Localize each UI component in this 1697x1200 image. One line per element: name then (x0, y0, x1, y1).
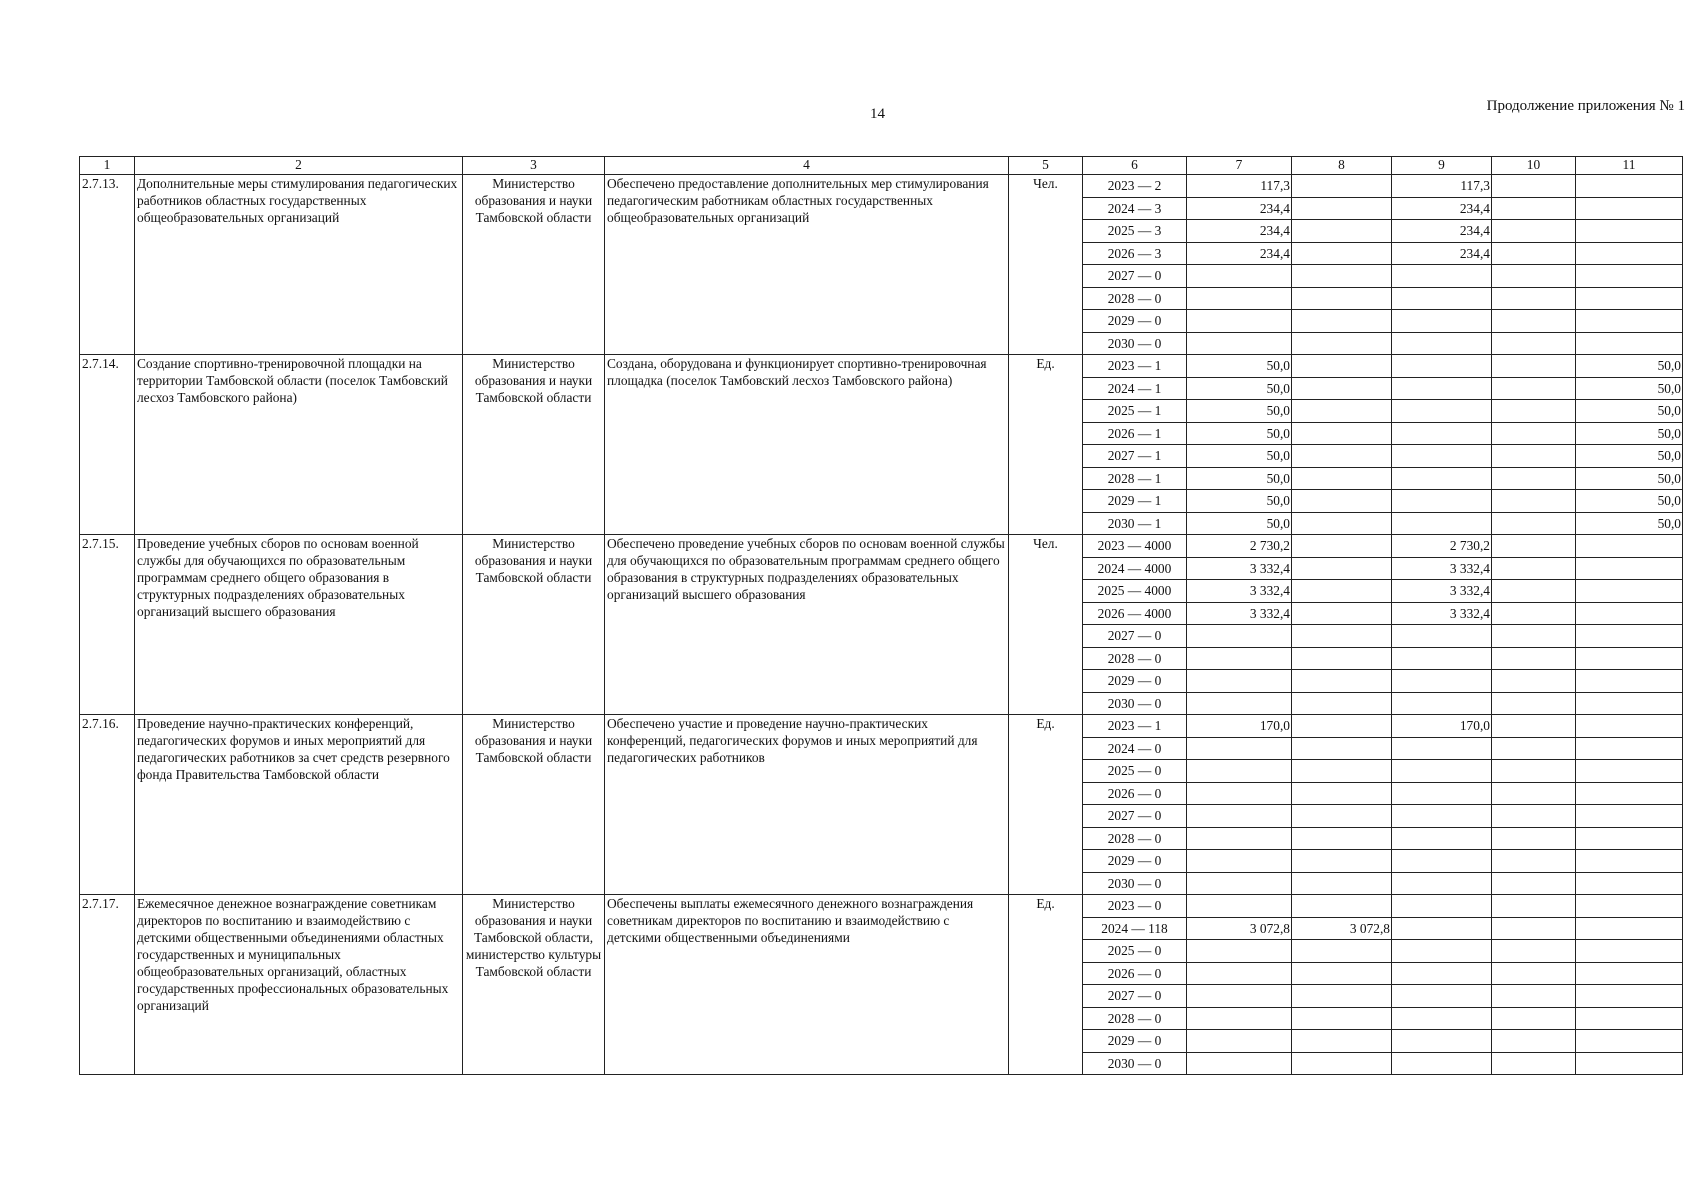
federal-funding-cell: 3 072,8 (1292, 917, 1392, 940)
extrabudget-funding-cell (1576, 197, 1683, 220)
local-funding-cell (1492, 872, 1576, 895)
extrabudget-funding-cell (1576, 760, 1683, 783)
regional-funding-cell (1392, 490, 1492, 513)
local-funding-cell (1492, 625, 1576, 648)
local-funding-cell (1492, 557, 1576, 580)
federal-funding-cell (1292, 692, 1392, 715)
measure-unit: Чел. (1009, 175, 1083, 355)
federal-funding-cell (1292, 647, 1392, 670)
year-target-cell: 2027 — 1 (1083, 445, 1187, 468)
total-funding-cell (1187, 670, 1292, 693)
federal-funding-cell (1292, 355, 1392, 378)
regional-funding-cell (1392, 850, 1492, 873)
measure-code: 2.7.16. (80, 715, 135, 895)
measure-row-first (80, 175, 1683, 198)
federal-funding-cell (1292, 602, 1392, 625)
federal-funding-cell (1292, 265, 1392, 288)
total-funding-cell: 234,4 (1187, 197, 1292, 220)
extrabudget-funding-cell (1576, 737, 1683, 760)
measure-row-first (80, 715, 1683, 738)
federal-funding-cell (1292, 490, 1392, 513)
regional-funding-cell (1392, 512, 1492, 535)
local-funding-cell (1492, 377, 1576, 400)
total-funding-cell (1187, 625, 1292, 648)
total-funding-cell (1187, 310, 1292, 333)
total-funding-cell (1187, 1030, 1292, 1053)
regional-funding-cell (1392, 782, 1492, 805)
year-target-cell: 2025 — 3 (1083, 220, 1187, 243)
total-funding-cell (1187, 692, 1292, 715)
regional-funding-cell (1392, 1007, 1492, 1030)
extrabudget-funding-cell (1576, 850, 1683, 873)
regional-funding-cell (1392, 332, 1492, 355)
total-funding-cell (1187, 1052, 1292, 1075)
year-target-cell: 2030 — 0 (1083, 692, 1187, 715)
regional-funding-cell (1392, 265, 1492, 288)
federal-funding-cell (1292, 557, 1392, 580)
column-number: 5 (1009, 157, 1083, 175)
year-target-cell: 2027 — 0 (1083, 265, 1187, 288)
federal-funding-cell (1292, 445, 1392, 468)
local-funding-cell (1492, 737, 1576, 760)
extrabudget-funding-cell (1576, 175, 1683, 198)
measure-executor: Министерство образования и науки Тамбовской области, министерство культуры Тамбовской области (463, 895, 605, 1075)
extrabudget-funding-cell (1576, 940, 1683, 963)
federal-funding-cell (1292, 985, 1392, 1008)
local-funding-cell (1492, 670, 1576, 693)
local-funding-cell (1492, 580, 1576, 603)
local-funding-cell (1492, 962, 1576, 985)
extrabudget-funding-cell (1576, 265, 1683, 288)
federal-funding-cell (1292, 400, 1392, 423)
measure-name: Создание спортивно-тренировочной площадки на территории Тамбовской области (поселок Тамбовский лесхоз Тамбовского района) (135, 355, 463, 535)
year-target-cell: 2025 — 4000 (1083, 580, 1187, 603)
local-funding-cell (1492, 265, 1576, 288)
federal-funding-cell (1292, 827, 1392, 850)
federal-funding-cell (1292, 175, 1392, 198)
year-target-cell: 2026 — 4000 (1083, 602, 1187, 625)
federal-funding-cell (1292, 467, 1392, 490)
measure-row-first (80, 355, 1683, 378)
year-target-cell: 2025 — 0 (1083, 760, 1187, 783)
measure-result: Создана, оборудована и функционирует спортивно-тренировочная площадка (поселок Тамбовский лесхоз Тамбовского района) (605, 355, 1009, 535)
local-funding-cell (1492, 287, 1576, 310)
local-funding-cell (1492, 242, 1576, 265)
measure-code: 2.7.14. (80, 355, 135, 535)
total-funding-cell (1187, 287, 1292, 310)
federal-funding-cell (1292, 1030, 1392, 1053)
extrabudget-funding-cell (1576, 782, 1683, 805)
year-target-cell: 2029 — 1 (1083, 490, 1187, 513)
regional-funding-cell: 2 730,2 (1392, 535, 1492, 558)
total-funding-cell: 50,0 (1187, 355, 1292, 378)
year-target-cell: 2027 — 0 (1083, 625, 1187, 648)
local-funding-cell (1492, 467, 1576, 490)
column-number: 2 (135, 157, 463, 175)
federal-funding-cell (1292, 197, 1392, 220)
total-funding-cell: 50,0 (1187, 422, 1292, 445)
federal-funding-cell (1292, 535, 1392, 558)
total-funding-cell (1187, 827, 1292, 850)
local-funding-cell (1492, 940, 1576, 963)
measure-row-first (80, 535, 1683, 558)
local-funding-cell (1492, 535, 1576, 558)
local-funding-cell (1492, 917, 1576, 940)
local-funding-cell (1492, 332, 1576, 355)
column-number: 9 (1392, 157, 1492, 175)
federal-funding-cell (1292, 895, 1392, 918)
federal-funding-cell (1292, 760, 1392, 783)
continuation-note: Продолжение приложения № 1 (1486, 98, 1685, 114)
regional-funding-cell: 117,3 (1392, 175, 1492, 198)
total-funding-cell (1187, 985, 1292, 1008)
total-funding-cell: 50,0 (1187, 467, 1292, 490)
extrabudget-funding-cell (1576, 715, 1683, 738)
extrabudget-funding-cell: 50,0 (1576, 445, 1683, 468)
column-number: 4 (605, 157, 1009, 175)
measure-result: Обеспечено предоставление дополнительных мер стимулирования педагогическим работникам областных государственных общеобразовательных организаций (605, 175, 1009, 355)
federal-funding-cell (1292, 377, 1392, 400)
local-funding-cell (1492, 490, 1576, 513)
measures-table (79, 156, 1683, 1075)
measure-executor: Министерство образования и науки Тамбовской области (463, 175, 605, 355)
regional-funding-cell (1392, 1052, 1492, 1075)
extrabudget-funding-cell: 50,0 (1576, 422, 1683, 445)
federal-funding-cell (1292, 512, 1392, 535)
total-funding-cell: 50,0 (1187, 490, 1292, 513)
federal-funding-cell (1292, 580, 1392, 603)
regional-funding-cell: 234,4 (1392, 197, 1492, 220)
year-target-cell: 2024 — 3 (1083, 197, 1187, 220)
year-target-cell: 2026 — 1 (1083, 422, 1187, 445)
local-funding-cell (1492, 760, 1576, 783)
regional-funding-cell (1392, 422, 1492, 445)
extrabudget-funding-cell (1576, 580, 1683, 603)
total-funding-cell: 170,0 (1187, 715, 1292, 738)
local-funding-cell (1492, 602, 1576, 625)
measure-result: Обеспечено проведение учебных сборов по основам военной службы для обучающихся по образовательным программам среднего общего образования в структурных подразделениях образовательных организаций высшего образования (605, 535, 1009, 715)
regional-funding-cell (1392, 692, 1492, 715)
measure-code: 2.7.15. (80, 535, 135, 715)
regional-funding-cell (1392, 445, 1492, 468)
extrabudget-funding-cell: 50,0 (1576, 512, 1683, 535)
regional-funding-cell (1392, 355, 1492, 378)
regional-funding-cell (1392, 985, 1492, 1008)
federal-funding-cell (1292, 220, 1392, 243)
extrabudget-funding-cell (1576, 827, 1683, 850)
total-funding-cell: 3 332,4 (1187, 580, 1292, 603)
measure-code: 2.7.17. (80, 895, 135, 1075)
extrabudget-funding-cell (1576, 917, 1683, 940)
table-body (80, 175, 1683, 1075)
federal-funding-cell (1292, 1007, 1392, 1030)
local-funding-cell (1492, 1030, 1576, 1053)
local-funding-cell (1492, 1007, 1576, 1030)
extrabudget-funding-cell (1576, 535, 1683, 558)
local-funding-cell (1492, 512, 1576, 535)
federal-funding-cell (1292, 670, 1392, 693)
measure-result: Обеспечены выплаты ежемесячного денежного вознаграждения советникам директоров по воспитанию и взаимодействию с детскими общественными объединениями (605, 895, 1009, 1075)
total-funding-cell (1187, 737, 1292, 760)
extrabudget-funding-cell (1576, 1052, 1683, 1075)
column-number: 6 (1083, 157, 1187, 175)
extrabudget-funding-cell (1576, 220, 1683, 243)
local-funding-cell (1492, 422, 1576, 445)
regional-funding-cell (1392, 827, 1492, 850)
extrabudget-funding-cell (1576, 310, 1683, 333)
regional-funding-cell: 3 332,4 (1392, 580, 1492, 603)
local-funding-cell (1492, 850, 1576, 873)
federal-funding-cell (1292, 737, 1392, 760)
year-target-cell: 2023 — 1 (1083, 355, 1187, 378)
federal-funding-cell (1292, 715, 1392, 738)
regional-funding-cell (1392, 287, 1492, 310)
extrabudget-funding-cell (1576, 647, 1683, 670)
total-funding-cell: 234,4 (1187, 242, 1292, 265)
year-target-cell: 2030 — 0 (1083, 872, 1187, 895)
total-funding-cell: 3 332,4 (1187, 602, 1292, 625)
year-target-cell: 2024 — 0 (1083, 737, 1187, 760)
federal-funding-cell (1292, 287, 1392, 310)
measure-executor: Министерство образования и науки Тамбовской области (463, 535, 605, 715)
measure-row-first (80, 895, 1683, 918)
regional-funding-cell (1392, 670, 1492, 693)
year-target-cell: 2026 — 3 (1083, 242, 1187, 265)
year-target-cell: 2027 — 0 (1083, 985, 1187, 1008)
regional-funding-cell: 234,4 (1392, 220, 1492, 243)
year-target-cell: 2028 — 1 (1083, 467, 1187, 490)
local-funding-cell (1492, 715, 1576, 738)
total-funding-cell: 50,0 (1187, 400, 1292, 423)
year-target-cell: 2029 — 0 (1083, 1030, 1187, 1053)
regional-funding-cell (1392, 737, 1492, 760)
regional-funding-cell: 234,4 (1392, 242, 1492, 265)
year-target-cell: 2029 — 0 (1083, 850, 1187, 873)
year-target-cell: 2024 — 118 (1083, 917, 1187, 940)
total-funding-cell: 50,0 (1187, 377, 1292, 400)
total-funding-cell (1187, 760, 1292, 783)
year-target-cell: 2030 — 0 (1083, 332, 1187, 355)
extrabudget-funding-cell (1576, 602, 1683, 625)
year-target-cell: 2026 — 0 (1083, 782, 1187, 805)
year-target-cell: 2025 — 0 (1083, 940, 1187, 963)
extrabudget-funding-cell (1576, 692, 1683, 715)
federal-funding-cell (1292, 242, 1392, 265)
extrabudget-funding-cell (1576, 872, 1683, 895)
total-funding-cell (1187, 872, 1292, 895)
regional-funding-cell: 3 332,4 (1392, 557, 1492, 580)
year-target-cell: 2023 — 2 (1083, 175, 1187, 198)
measure-name: Дополнительные меры стимулирования педагогических работников областных государственных общеобразовательных организаций (135, 175, 463, 355)
measure-code: 2.7.13. (80, 175, 135, 355)
measure-name: Проведение учебных сборов по основам военной службы для обучающихся по образовательным программам среднего общего образования в структурных подразделениях образовательных организаций высшего образования (135, 535, 463, 715)
extrabudget-funding-cell (1576, 670, 1683, 693)
measure-unit: Ед. (1009, 895, 1083, 1075)
local-funding-cell (1492, 895, 1576, 918)
extrabudget-funding-cell (1576, 557, 1683, 580)
column-number: 11 (1576, 157, 1683, 175)
year-target-cell: 2023 — 4000 (1083, 535, 1187, 558)
regional-funding-cell (1392, 647, 1492, 670)
year-target-cell: 2024 — 1 (1083, 377, 1187, 400)
measure-unit: Ед. (1009, 715, 1083, 895)
measure-result: Обеспечено участие и проведение научно-практических конференций, педагогических форумов и иных мероприятий для педагогических работников (605, 715, 1009, 895)
total-funding-cell (1187, 647, 1292, 670)
local-funding-cell (1492, 445, 1576, 468)
extrabudget-funding-cell (1576, 805, 1683, 828)
federal-funding-cell (1292, 422, 1392, 445)
federal-funding-cell (1292, 1052, 1392, 1075)
measure-name: Ежемесячное денежное вознаграждение советникам директоров по воспитанию и взаимодействию с детскими общественными объединениями областных государственных и муниципальных общеобразовательных организаций, областных государственных профессиональных образовательных организаций (135, 895, 463, 1075)
regional-funding-cell (1392, 467, 1492, 490)
extrabudget-funding-cell (1576, 1007, 1683, 1030)
local-funding-cell (1492, 220, 1576, 243)
column-number: 10 (1492, 157, 1576, 175)
column-number: 8 (1292, 157, 1392, 175)
year-target-cell: 2026 — 0 (1083, 962, 1187, 985)
federal-funding-cell (1292, 962, 1392, 985)
federal-funding-cell (1292, 782, 1392, 805)
extrabudget-funding-cell (1576, 985, 1683, 1008)
local-funding-cell (1492, 805, 1576, 828)
extrabudget-funding-cell (1576, 962, 1683, 985)
year-target-cell: 2023 — 0 (1083, 895, 1187, 918)
local-funding-cell (1492, 647, 1576, 670)
extrabudget-funding-cell (1576, 1030, 1683, 1053)
local-funding-cell (1492, 175, 1576, 198)
regional-funding-cell (1392, 625, 1492, 648)
page-number: 14 (870, 106, 885, 122)
measure-executor: Министерство образования и науки Тамбовской области (463, 715, 605, 895)
measure-unit: Ед. (1009, 355, 1083, 535)
year-target-cell: 2024 — 4000 (1083, 557, 1187, 580)
regional-funding-cell (1392, 940, 1492, 963)
year-target-cell: 2028 — 0 (1083, 647, 1187, 670)
year-target-cell: 2028 — 0 (1083, 287, 1187, 310)
total-funding-cell (1187, 895, 1292, 918)
local-funding-cell (1492, 692, 1576, 715)
local-funding-cell (1492, 197, 1576, 220)
regional-funding-cell (1392, 1030, 1492, 1053)
total-funding-cell: 50,0 (1187, 445, 1292, 468)
document-sheet (79, 156, 1682, 1075)
regional-funding-cell (1392, 872, 1492, 895)
regional-funding-cell (1392, 805, 1492, 828)
total-funding-cell (1187, 782, 1292, 805)
year-target-cell: 2028 — 0 (1083, 827, 1187, 850)
federal-funding-cell (1292, 625, 1392, 648)
column-number: 3 (463, 157, 605, 175)
extrabudget-funding-cell (1576, 287, 1683, 310)
regional-funding-cell (1392, 400, 1492, 423)
extrabudget-funding-cell (1576, 332, 1683, 355)
total-funding-cell: 50,0 (1187, 512, 1292, 535)
federal-funding-cell (1292, 850, 1392, 873)
extrabudget-funding-cell: 50,0 (1576, 355, 1683, 378)
year-target-cell: 2027 — 0 (1083, 805, 1187, 828)
year-target-cell: 2030 — 1 (1083, 512, 1187, 535)
federal-funding-cell (1292, 872, 1392, 895)
local-funding-cell (1492, 355, 1576, 378)
regional-funding-cell (1392, 760, 1492, 783)
local-funding-cell (1492, 782, 1576, 805)
local-funding-cell (1492, 827, 1576, 850)
federal-funding-cell (1292, 940, 1392, 963)
year-target-cell: 2029 — 0 (1083, 670, 1187, 693)
column-number-row (80, 157, 1683, 175)
extrabudget-funding-cell (1576, 625, 1683, 648)
extrabudget-funding-cell: 50,0 (1576, 400, 1683, 423)
measure-name: Проведение научно-практических конференций, педагогических форумов и иных мероприятий для педагогических работников за счет средств резервного фонда Правительства Тамбовской области (135, 715, 463, 895)
extrabudget-funding-cell (1576, 895, 1683, 918)
year-target-cell: 2028 — 0 (1083, 1007, 1187, 1030)
column-number: 1 (80, 157, 135, 175)
regional-funding-cell (1392, 377, 1492, 400)
regional-funding-cell (1392, 962, 1492, 985)
local-funding-cell (1492, 310, 1576, 333)
local-funding-cell (1492, 985, 1576, 1008)
extrabudget-funding-cell: 50,0 (1576, 377, 1683, 400)
year-target-cell: 2030 — 0 (1083, 1052, 1187, 1075)
year-target-cell: 2029 — 0 (1083, 310, 1187, 333)
year-target-cell: 2025 — 1 (1083, 400, 1187, 423)
federal-funding-cell (1292, 805, 1392, 828)
measure-executor: Министерство образования и науки Тамбовской области (463, 355, 605, 535)
extrabudget-funding-cell (1576, 242, 1683, 265)
year-target-cell: 2023 — 1 (1083, 715, 1187, 738)
total-funding-cell: 2 730,2 (1187, 535, 1292, 558)
total-funding-cell (1187, 265, 1292, 288)
federal-funding-cell (1292, 310, 1392, 333)
total-funding-cell: 3 072,8 (1187, 917, 1292, 940)
column-number: 7 (1187, 157, 1292, 175)
extrabudget-funding-cell: 50,0 (1576, 467, 1683, 490)
local-funding-cell (1492, 1052, 1576, 1075)
total-funding-cell: 3 332,4 (1187, 557, 1292, 580)
total-funding-cell (1187, 940, 1292, 963)
regional-funding-cell (1392, 310, 1492, 333)
federal-funding-cell (1292, 332, 1392, 355)
regional-funding-cell: 170,0 (1392, 715, 1492, 738)
total-funding-cell (1187, 850, 1292, 873)
total-funding-cell (1187, 962, 1292, 985)
regional-funding-cell (1392, 917, 1492, 940)
total-funding-cell: 234,4 (1187, 220, 1292, 243)
total-funding-cell (1187, 805, 1292, 828)
measure-unit: Чел. (1009, 535, 1083, 715)
regional-funding-cell: 3 332,4 (1392, 602, 1492, 625)
extrabudget-funding-cell: 50,0 (1576, 490, 1683, 513)
total-funding-cell: 117,3 (1187, 175, 1292, 198)
total-funding-cell (1187, 332, 1292, 355)
total-funding-cell (1187, 1007, 1292, 1030)
regional-funding-cell (1392, 895, 1492, 918)
local-funding-cell (1492, 400, 1576, 423)
